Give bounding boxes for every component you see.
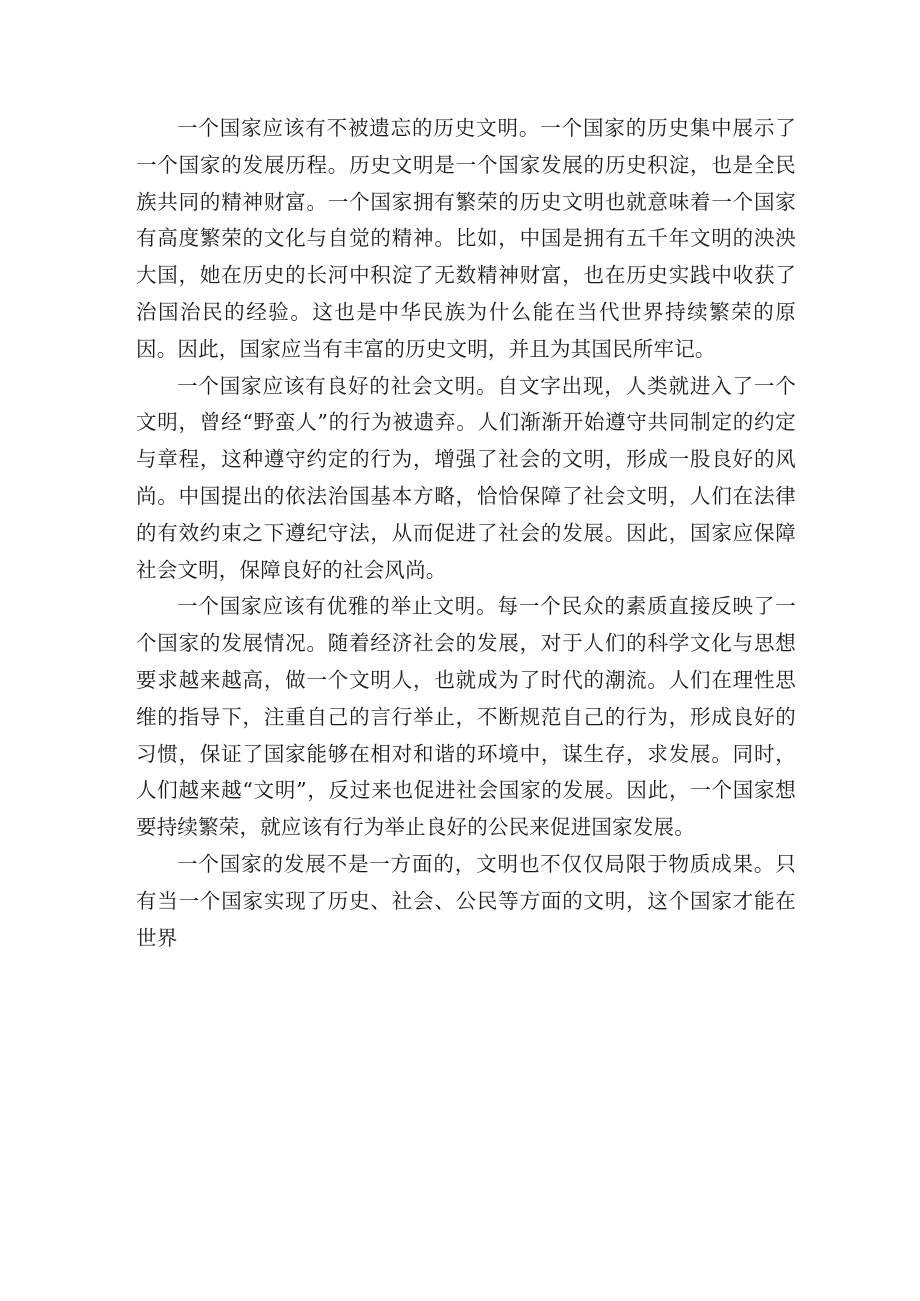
document-body — [136, 110, 796, 956]
paragraph-conclusion: 一个国家的发展不是一方面的，文明也不仅仅局限于物质成果。只有当一个国家实现了历史、社会、公民等方面的文明，这个国家才能在世界 — [136, 851, 796, 950]
paragraph-social-civilization: 一个国家应该有良好的社会文明。自文字出现，人类就进入了一个文明，曾经“野蛮人”的行为被遗弃。人们渐渐开始遵守共同制定的约定与章程，这种遵守约定的行为，增强了社会的文明，形成一股良好的风尚。中国提出的依法治国基本方略，恰恰保障了社会文明，人们在法律的有效约束之下遵纪守法，从而促进了社会的发展。因此，国家应保障社会文明，保障良好的社会风尚。 — [136, 373, 796, 582]
paragraph-behavioral-civilization: 一个国家应该有优雅的举止文明。每一个民众的素质直接反映了一个国家的发展情况。随着经济社会的发展，对于人们的科学文化与思想要求越来越高，做一个文明人，也就成为了时代的潮流。人们在理性思维的指导下，注重自己的言行举止，不断规范自己的行为，形成良好的习惯，保证了国家能够在相对和谐的环境中，谋生存，求发展。同时，人们越来越“文明”，反过来也促进社会国家的发展。因此，一个国家想要持续繁荣，就应该有行为举止良好的公民来促进国家发展。 — [136, 594, 796, 840]
paragraph-historical-civilization: 一个国家应该有不被遗忘的历史文明。一个国家的历史集中展示了一个国家的发展历程。历史文明是一个国家发展的历史积淀，也是全民族共同的精神财富。一个国家拥有繁荣的历史文明也就意味着一个国家有高度繁荣的文化与自觉的精神。比如，中国是拥有五千年文明的泱泱大国，她在历史的长河中积淀了无数精神财富，也在历史实践中收获了治国治民的经验。这也是中华民族为什么能在当代世界持续繁荣的原因。因此，国家应当有丰富的历史文明，并且为其国民所牢记。 — [136, 116, 796, 361]
